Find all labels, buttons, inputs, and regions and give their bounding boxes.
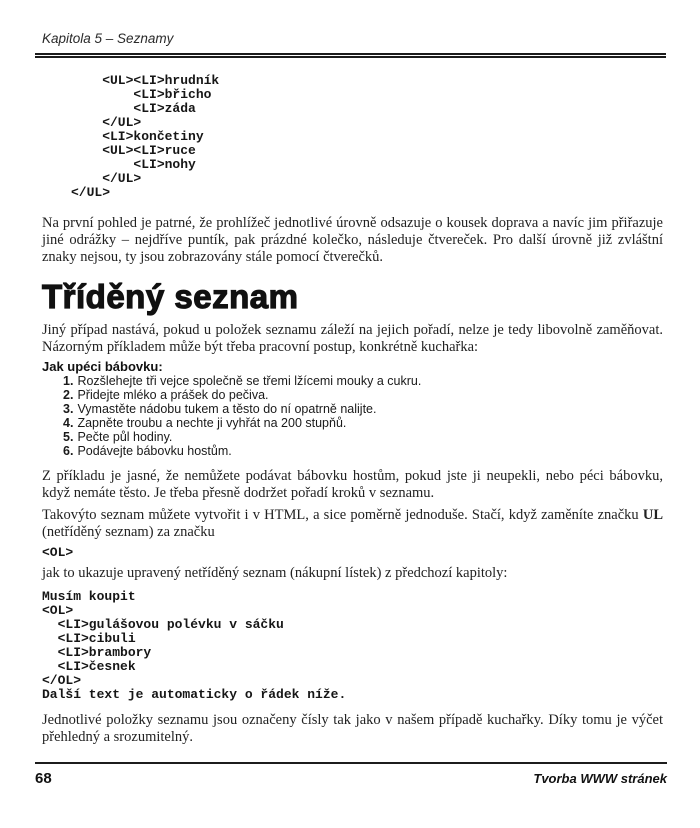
step-text: Rozšlehejte tři vejce společně se třemi lžícemi mouky a cukru. [77, 374, 422, 388]
code-line: <OL> [42, 603, 74, 618]
paragraph-browser-bullets: Na první pohled je patrné, že prohlížeč jednotlivé úrovně odsazuje o kousek doprava a navíc jim přiřazuje jiné odrážky – nejdříve puntík, pak prázdné kolečko, následuje čtvereček. Pro další úrovně již zvláštní znaky nejsou, ty jsou zobrazovány stále pomocí čtverečků. [42, 215, 663, 265]
recipe-list [42, 360, 663, 458]
code-line: </UL> [71, 171, 142, 186]
recipe-step [42, 402, 663, 416]
code-line: Musím koupit [42, 589, 136, 604]
code-line: </OL> [42, 673, 82, 688]
code-line: <OL> [42, 545, 74, 560]
paragraph-example-explanation: Z příkladu je jasné, že nemůžete podávat bábovku hostům, pokud jste ji neupekli, nebo péci bábovku, když nemáte těsto. Je třeba přesně dodržet pořadí kroků v seznamu. [42, 468, 663, 501]
chapter-header: Kapitola 5 – Seznamy [42, 31, 174, 46]
code-line: <LI>končetiny [71, 129, 204, 144]
ul-tag-label: UL [642, 507, 663, 523]
page-number: 68 [35, 770, 52, 787]
code-line: </UL> [71, 115, 142, 130]
code-line: </UL> [71, 185, 111, 200]
step-number: 5. [63, 430, 74, 444]
code-line: Další text je automaticky o řádek níže. [42, 687, 347, 702]
paragraph-shopping-list-intro: jak to ukazuje upravený netříděný seznam (nákupní lístek) z předchozí kapitoly: [42, 565, 508, 581]
section-heading-ordered-list: Tříděný seznam [42, 278, 299, 315]
step-text: Pečte půl hodiny. [77, 430, 173, 444]
code-line: <LI>brambory [42, 645, 152, 660]
code-line: <UL><LI>hrudník [71, 73, 220, 88]
code-line: <LI>cibuli [42, 631, 136, 646]
code-line: <LI>česnek [42, 659, 136, 674]
recipe-title: Jak upéci bábovku: [42, 359, 163, 374]
code-ol-tag [42, 546, 663, 560]
paragraph-order-matters: Jiný případ nastává, pokud u položek seznamu záleží na jejich pořadí, nelze je tedy libovolně zaměňovat. Názorným příkladem může být třeba pracovní postup, konkrétně kuchařka: [42, 322, 663, 355]
code-line: <LI>záda [71, 101, 196, 116]
code-block-shopping-list [42, 590, 663, 702]
recipe-step [42, 416, 663, 430]
page-footer [35, 762, 667, 787]
paragraph-replace-tag [42, 507, 663, 541]
paragraph-part: Takovýto seznam můžete vytvořit i v HTML, a sice poměrně jednoduše. Stačí, když zaměníte značku [42, 507, 643, 523]
code-block-nested-ul [71, 74, 663, 200]
step-text: Přidejte mléko a prášek do pečiva. [77, 388, 269, 402]
step-number: 3. [63, 402, 74, 416]
book-title: Tvorba WWW stránek [533, 771, 667, 786]
step-text: Vymastěte nádobu tukem a těsto do ní opatrně nalijte. [77, 402, 377, 416]
step-number: 2. [63, 388, 74, 402]
code-line: <LI>nohy [71, 157, 196, 172]
recipe-step [42, 374, 663, 388]
recipe-step [42, 430, 663, 444]
step-number: 4. [63, 416, 74, 430]
step-text: Zapněte troubu a nechte ji vyhřát na 200 stupňů. [77, 416, 347, 430]
step-number: 6. [63, 444, 74, 458]
header-rule [35, 53, 666, 58]
code-line: <LI>břicho [71, 87, 212, 102]
recipe-step [42, 388, 663, 402]
step-text: Podávejte bábovku hostům. [77, 444, 232, 458]
recipe-step [42, 444, 663, 458]
code-line: <LI>gulášovou polévku v sáčku [42, 617, 284, 632]
step-number: 1. [63, 374, 74, 388]
code-line: <UL><LI>ruce [71, 143, 196, 158]
paragraph-numbered-summary: Jednotlivé položky seznamu jsou označeny čísly tak jako v našem případě kuchařky. Díky tomu je výčet přehledný a srozumitelný. [42, 712, 663, 745]
paragraph-part: (netříděný seznam) za značku [42, 524, 215, 540]
